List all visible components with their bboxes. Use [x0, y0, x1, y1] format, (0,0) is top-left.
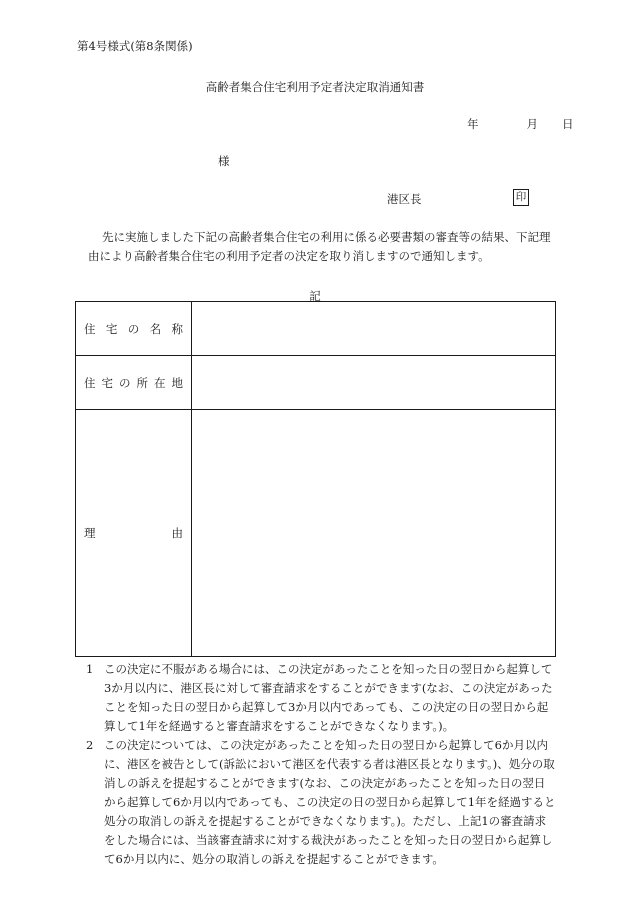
intro-paragraph: 先に実施しました下記の高齢者集合住宅の利用に係る必要書類の審査等の結果、下記理由により高齢者集合住宅の利用予定者の決定を取り消しますので通知します。: [88, 230, 551, 263]
housing-name-value: [192, 302, 556, 356]
date-month-label: 月: [526, 117, 538, 131]
record-table: [75, 301, 556, 657]
issuer-name: 港区長: [387, 192, 422, 206]
reason-label: [76, 410, 192, 657]
housing-address-label-char: 所: [136, 375, 148, 390]
date-day-label: 日: [562, 117, 574, 131]
housing-address-label-char: 地: [171, 375, 183, 390]
row-housing-address: [76, 356, 556, 410]
note-item: [86, 736, 556, 869]
notes-section: [86, 660, 556, 869]
housing-address-value: [192, 356, 556, 410]
housing-name-label-char: 称: [171, 321, 183, 336]
reason-label-char: 理: [84, 526, 96, 540]
seal-stamp: 印: [513, 189, 529, 206]
note-text: この決定に不服がある場合には、この決定があったことを知った日の翌日から起算して3か月以内に、港区長に対して審査請求をすることができます(なお、この決定があったことを知った日の翌日から起算して3か月以内であっても、この決定の日の翌日から起算して1年を経過すると審査請求をすることができなくなります。)。: [104, 662, 553, 733]
date-year-label: 年: [467, 117, 479, 131]
housing-address-label: [76, 356, 192, 410]
row-reason: [76, 410, 556, 657]
housing-name-label: [76, 302, 192, 356]
note-number: 2: [86, 738, 94, 752]
date-line: [443, 116, 574, 132]
note-text: この決定については、この決定があったことを知った日の翌日から起算して6か月以内に、港区を被告として(訴訟において港区を代表する者は港区長となります。)、処分の取消しの訴えを提起することができます(なお、この決定があったことを知った日の翌日から起算して6か月以内であっても、この決定の日の翌日から起算して1年を経過すると処分の取消しの訴えを提起することができなくなります。)。ただし、上記1の審査請求をした場合には、当該審査請求に対する裁決があったことを知った日の翌日から起算して6か月以内に、処分の取消しの訴えを提起することができます。: [104, 738, 556, 866]
housing-name-label-char: 宅: [105, 321, 118, 336]
housing-name-label-char: 住: [84, 321, 96, 336]
housing-address-label-char: 在: [154, 375, 166, 390]
note-item: [86, 660, 556, 736]
reason-label-char: 由: [171, 526, 183, 540]
row-housing-name: [76, 302, 556, 356]
housing-address-label-char: 住: [84, 375, 96, 390]
form-number: 第4号様式(第8条関係): [77, 39, 193, 53]
note-number: 1: [86, 662, 94, 676]
addressee-suffix: 様: [218, 154, 230, 168]
ki-heading: 記: [309, 289, 321, 303]
housing-name-label-char: の: [127, 321, 140, 336]
housing-name-label-char: 名: [149, 321, 162, 336]
housing-address-label-char: の: [119, 375, 131, 390]
reason-value: [192, 410, 556, 657]
housing-address-label-char: 宅: [101, 375, 113, 390]
document-title: 高齢者集合住宅利用予定者決定取消通知書: [205, 80, 425, 94]
